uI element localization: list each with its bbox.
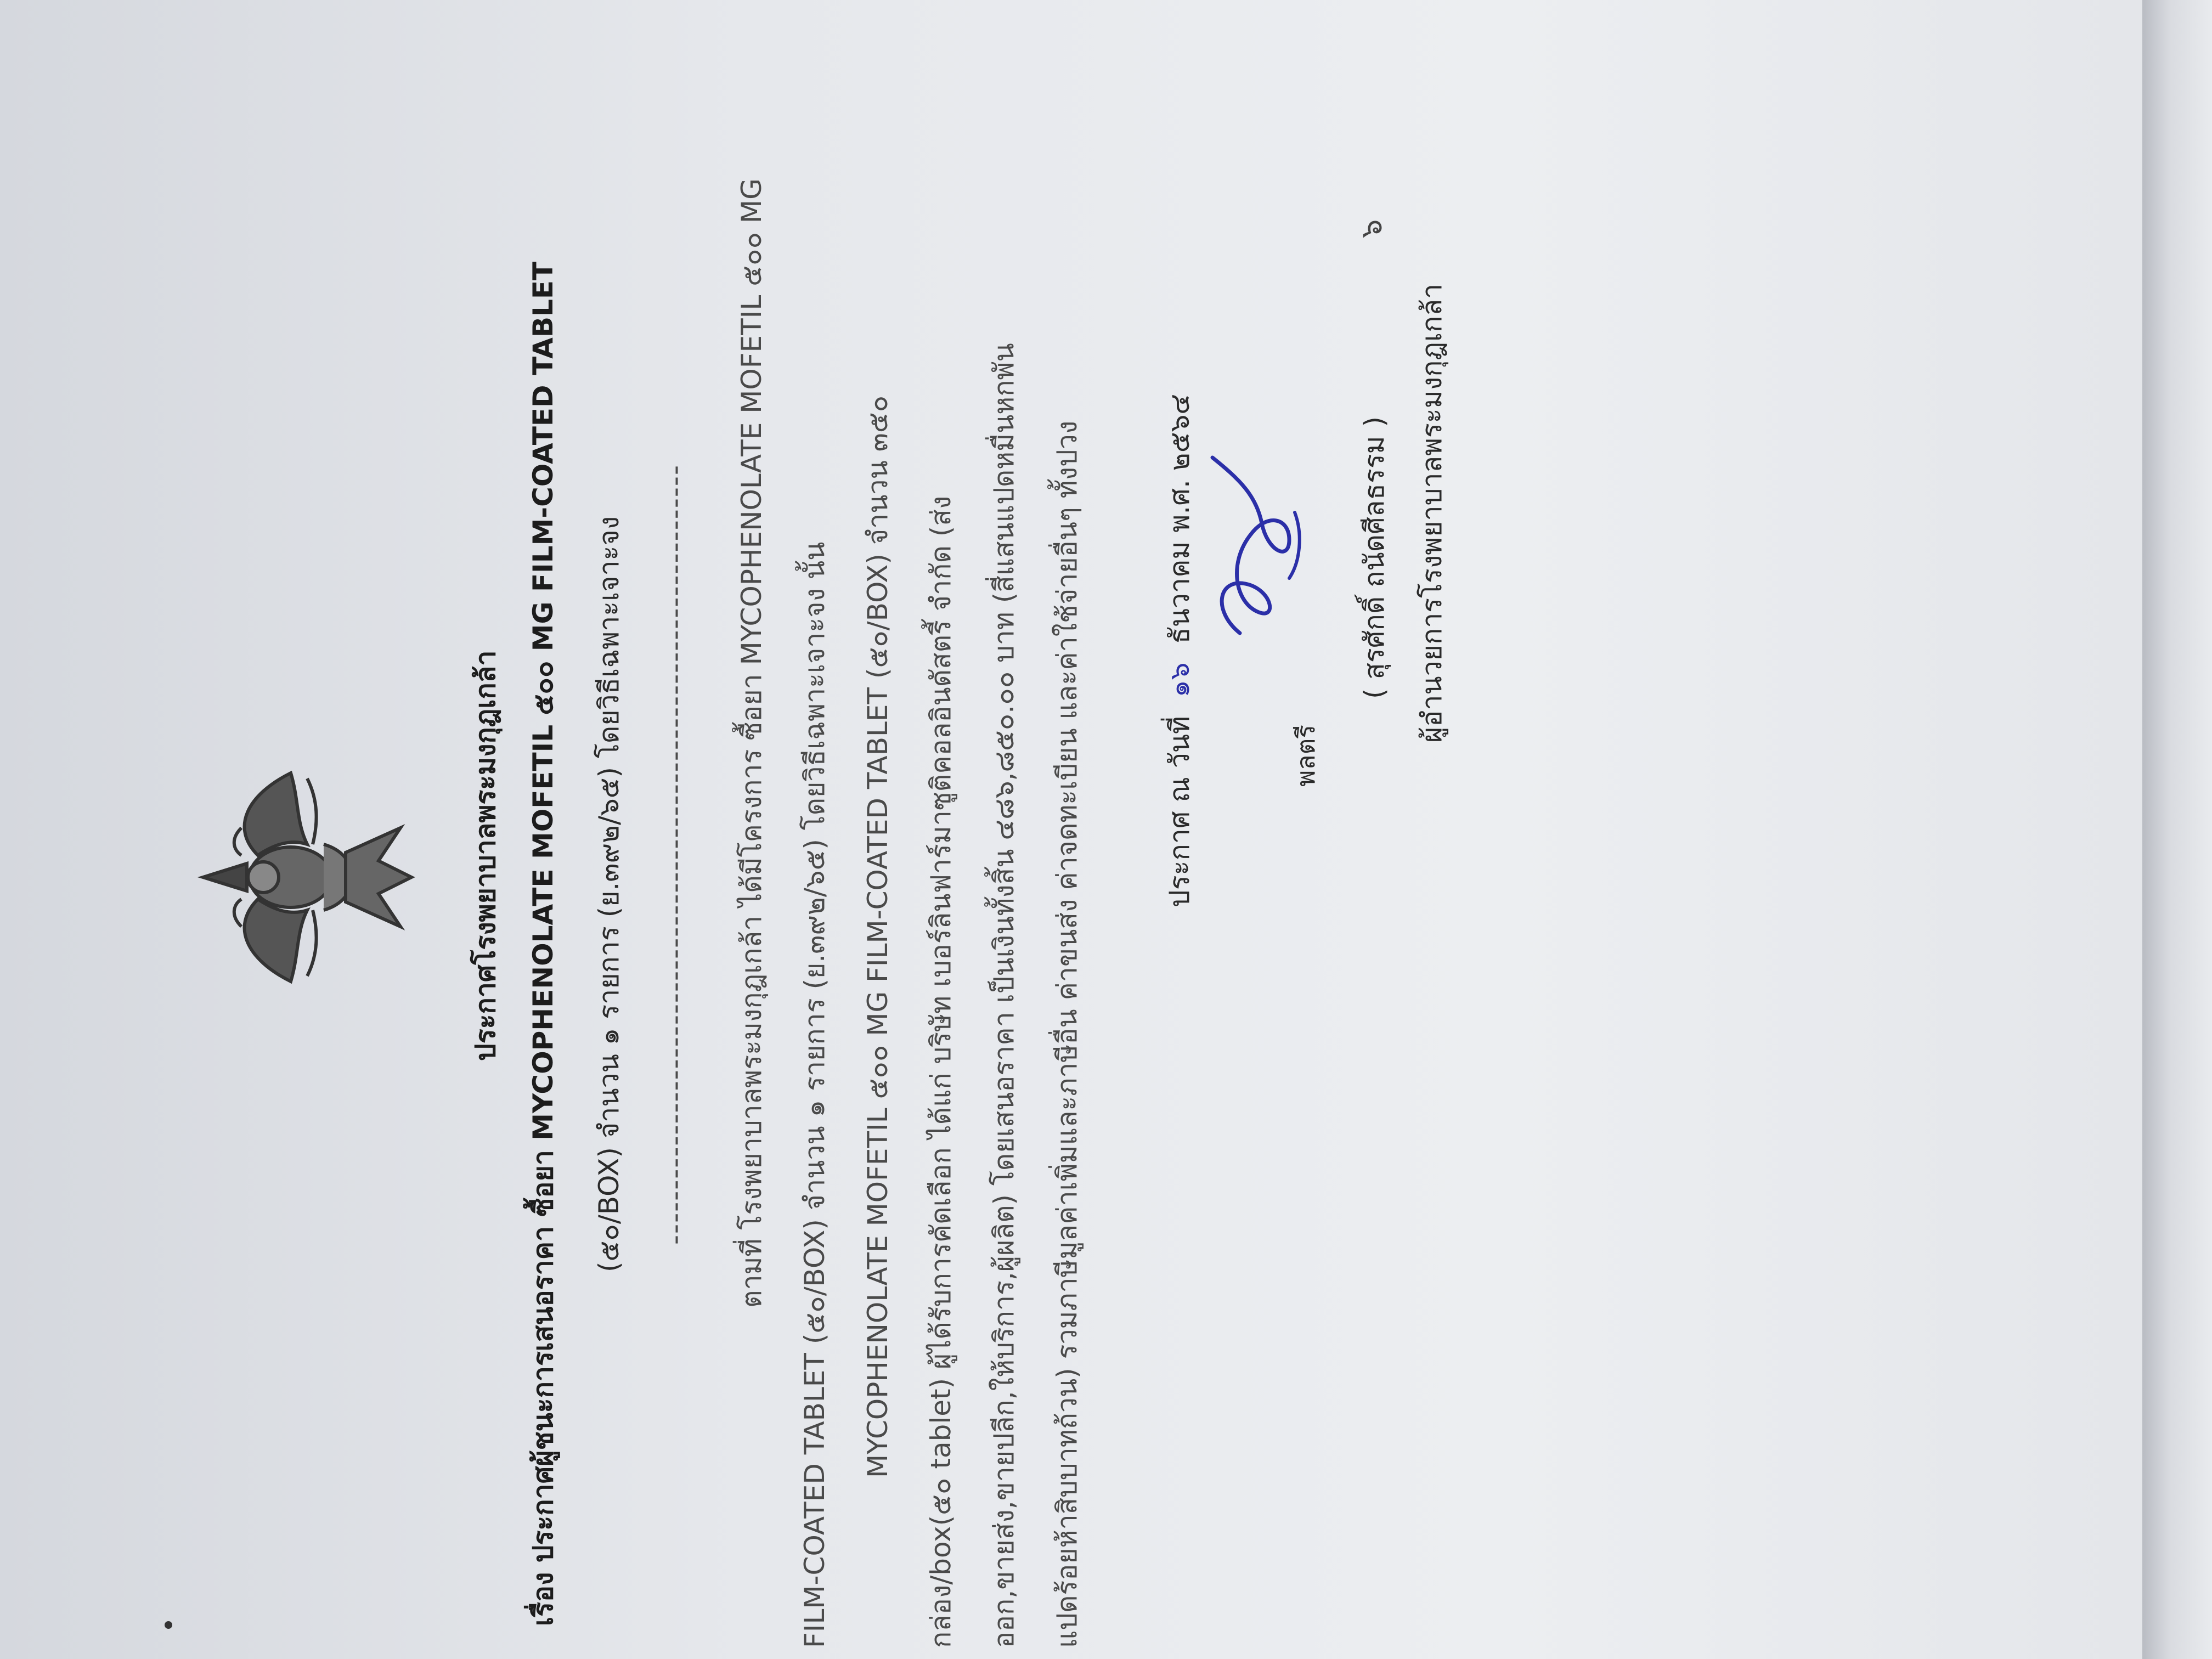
body-line-3: MYCOPHENOLATE MOFETIL ๕๐๐ MG FILM-COATED TABLET (๕๐/BOX) จำนวน ๓๕๐: [862, 395, 894, 1478]
body-line-6: แปดร้อยห้าสิบบาทถ้วน) รวมภาษีมูลค่าเพิ่มและภาษีอื่น ค่าขนส่ง ค่าจดทะเบียน และค่าใช้จ่ายอื่นๆ ทั้งปวง: [1051, 420, 1083, 1648]
body-line-2: FILM-COATED TABLET (๕๐/BOX) จำนวน ๑ รายการ (ย.๓๙๒/๖๕) โดยวิธีเฉพาะเจาะจง นั้น: [799, 541, 831, 1648]
body-line-1: ตามที่ โรงพยาบาลพระมงกุฎเกล้า ได้มีโครงการ ซื้อยา MYCOPHENOLATE MOFETIL ๕๐๐ MG: [736, 178, 768, 1308]
signer-rank: พลตรี: [1291, 724, 1321, 787]
body-line-4: กล่อง/box(๕๐ tablet) ผู้ได้รับการคัดเลือก ได้แก่ บริษัท เบอร์ลินฟาร์มาซูติคอลอินดัสตรี้ จำกัด (ส่ง: [925, 495, 957, 1648]
divider-line: -----------------------------------------------------------------------: [659, 464, 691, 1245]
signer-name: ( สุรศักดิ์ ถนัดศีลธรรม ): [1358, 416, 1390, 699]
handwritten-signature: [1207, 447, 1311, 644]
corner-mark: ๖: [1354, 219, 1389, 238]
announce-date: [1163, 394, 1196, 907]
subject-line-1: เรื่อง ประกาศผู้ชนะการเสนอราคา ซื้อยา MYCOPHENOLATE MOFETIL ๕๐๐ MG FILM-COATED TABLET: [527, 261, 559, 1626]
paper-edge: [2142, 0, 2212, 1659]
garuda-emblem-icon: [181, 762, 422, 992]
body-line-5: ออก,ขายส่ง,ขายปลีก,ให้บริการ,ผู้ผลิต) โดยเสนอราคา เป็นเงินทั้งสิ้น ๔๘๖,๘๕๐.๐๐ บาท (สี่แสนแปดหมื่นหกพัน: [988, 343, 1020, 1648]
announce-month-year: ธันวาคม พ.ศ. ๒๕๖๔: [1164, 393, 1195, 644]
announce-day: ๑๖: [1164, 662, 1195, 698]
subject-line-2: (๕๐/BOX) จำนวน ๑ รายการ (ย.๓๙๒/๖๕) โดยวิธีเฉพาะเจาะจง: [593, 516, 625, 1272]
signer-position: ผู้อำนวยการโรงพยาบาลพระมงกุฎเกล้า: [1416, 283, 1448, 743]
document-title: ประกาศโรงพยาบาลพระมงกุฎเกล้า: [470, 650, 501, 1061]
announce-prefix: ประกาศ ณ วันที่: [1164, 716, 1195, 907]
